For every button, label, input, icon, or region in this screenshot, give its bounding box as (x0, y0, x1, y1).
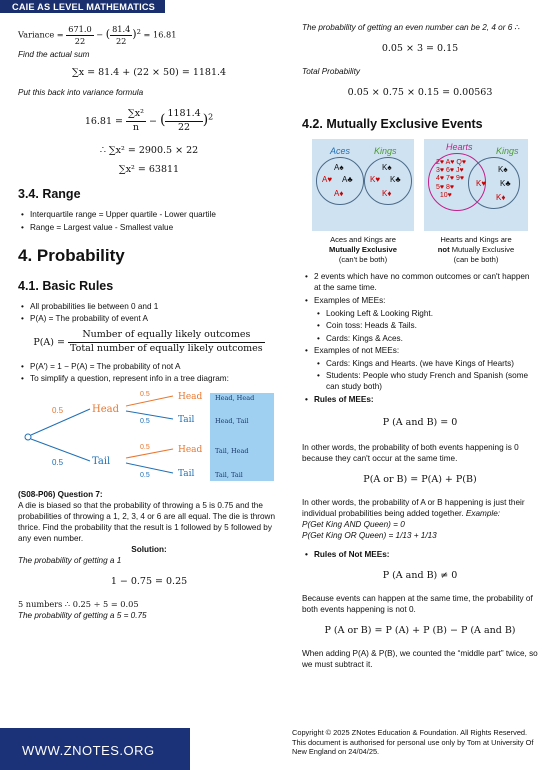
heading-mee: 4.2. Mutually Exclusive Events (302, 116, 483, 131)
prob-label: 0.5 (140, 417, 150, 425)
leaf-label: Head (178, 444, 203, 455)
outcome-box (210, 393, 274, 481)
list-item: • Rules of Not MEEs: (314, 549, 538, 560)
sum-x-eq: ∑x = 81.4 + (22 × 50) = 1181.4 (71, 67, 227, 79)
not-mee-rules (302, 549, 538, 560)
list-item: • Cards: Kings and Hearts. (we have Kings of Hearts) (326, 358, 538, 369)
card-icon: K♦ (382, 188, 392, 198)
not-a-rule: • P(A′) = 1 − P(A) = The probability of not A (30, 361, 280, 372)
heading-range: 3.4. Range (18, 187, 81, 202)
prob-label: 0.5 (140, 390, 150, 398)
prob-label: 0.5 (140, 443, 150, 451)
venn-aces-kings (312, 139, 414, 266)
eq-or-2: P (A or B) = P (A) + P (B) − P (A and B) (324, 625, 516, 637)
list-item: • P(A) = The probability of event A (30, 313, 280, 324)
question-title: (S08-P06) Question 7: (18, 489, 103, 499)
card-icon: K♣ (500, 178, 511, 188)
prob-even-text: The probability of getting an even number can be 2, 4 or 6 ∴ (302, 23, 520, 32)
list-item: • All probabilities lie between 0 and 1 (30, 301, 280, 312)
question-text: A die is biased so that the probability of throwing a 5 is 0.75 and the probabilities of throwing a 1, 2, 3, 4 or 6 are all equal. The die is thrown thrice. Find the probability that the result is 1 followed by 5 followed by any even number. (18, 500, 275, 543)
card-icon: K♠ (498, 164, 508, 174)
tree-diagram (18, 391, 280, 483)
list-item: • Rules of MEEs: (314, 394, 538, 405)
card-icon: A♦ (334, 188, 344, 198)
list-item: • Interquartile range = Upper quartile - Lower quartile (30, 209, 280, 220)
leaf-label: Tail (178, 468, 195, 479)
list-item: • Examples of not MEEs: (314, 345, 538, 356)
hearts-cards: 2♥ A♥ Q♥ 3♥ 6♥ J♥ 4♥ 7♥ 9♥ 5♥ 8♥ 10♥ (436, 158, 466, 200)
outcome-label: Tail, Tail (215, 470, 243, 479)
list-item: • Coin toss: Heads & Tails. (326, 320, 538, 331)
solution-label: Solution: (131, 544, 167, 554)
basic-rules-list (18, 301, 280, 325)
card-icon: K♦ (496, 192, 506, 202)
list-item: • Cards: Kings & Aces. (326, 333, 538, 344)
eq-even: 0.05 × 3 = 0.15 (381, 43, 459, 55)
leaf-label: Tail (178, 414, 195, 425)
card-icon: A♥ (322, 174, 333, 184)
basic-rules-list-2 (18, 361, 280, 385)
prob-1-text: The probability of getting a 1 (18, 555, 122, 565)
prob-label: 0.5 (52, 405, 64, 415)
text-1: In other words, the probability of both events happening is 0 because they can't occur at the same time. (302, 442, 519, 463)
tree-intro: • To simplify a question, represent info in a tree diagram: (30, 373, 280, 384)
text-3: Because events can happen at the same time, the probability of both events happening is not 0. (302, 593, 533, 614)
text-4: When adding P(A) & P(B), we counted the “middle part” twice, so we must subtract it. (302, 648, 538, 669)
set-label: Hearts (446, 141, 473, 152)
list-item: • Range = Largest value - Smallest value (30, 222, 280, 233)
card-icon: K♠ (382, 162, 392, 172)
prob-5-text: The probability of getting a 5 = 0.75 (18, 610, 147, 620)
venn-image (424, 139, 528, 231)
eq-and-zero: P (A and B) = 0 (382, 417, 458, 429)
tree-root (25, 434, 31, 440)
list-item: • Examples of MEEs: (314, 295, 538, 306)
venn-caption: Hearts and Kings are not Mutually Exclusive (can be both) (437, 234, 515, 265)
card-icon: K♣ (390, 174, 401, 184)
heading-probability: 4. Probability (18, 245, 125, 265)
eq-1: 1 − 0.75 = 0.25 (110, 575, 188, 587)
venn-hearts-kings (424, 139, 528, 266)
range-list (18, 209, 280, 233)
outcome-label: Head, Head (215, 393, 255, 402)
card-icon: A♠ (334, 162, 344, 172)
set-label: Kings (496, 145, 519, 156)
pa-formula: P(A) = $\frac{\text{Number of equally likely outcomes}}{\text{Total number of equally likely outcomes}}$ (33, 329, 263, 355)
list-item: • 2 events which have no common outcomes or can't happen at the same time. (314, 271, 538, 293)
heading-basic-rules: 4.1. Basic Rules (18, 278, 114, 293)
sum-x2-a: ∴ ∑x² = 2900.5 × 22 (99, 144, 199, 156)
eq-total: 0.05 × 0.75 × 0.15 = 0.00563 (347, 86, 493, 98)
example-2: P(Get King OR Queen) = 1/13 + 1/13 (302, 531, 437, 540)
total-prob-text: Total Probability (302, 66, 360, 76)
card-icon: K♥ (476, 178, 487, 188)
node-head: Head (92, 403, 120, 415)
outcome-label: Tail, Head (215, 446, 249, 455)
card-icon: K♥ (370, 174, 381, 184)
venn-image (312, 139, 414, 231)
variance-line: Variance = $\frac{671.0}{22}$ − ( $\frac{81.4}{22}$ )$^2$ = 16.81 (18, 24, 177, 47)
put-back-text: Put this back into variance formula (18, 88, 144, 97)
find-sum-text: Find the actual sum (18, 50, 90, 60)
list-item: • Looking Left & Looking Right. (326, 308, 538, 319)
five-numbers: 5 numbers ∴ 0.25 ÷ 5 = 0.05 (18, 598, 139, 609)
variance-formula: 16.81 = $\frac{\text{∑x²}}{n}$ − ( $\frac{1181.4}{22}$ )$^2$ (84, 108, 214, 133)
venn-caption: Aces and Kings are Mutually Exclusive (can't be both) (329, 234, 397, 265)
list-item: • Students: People who study French and Spanish (some can study both) (326, 370, 538, 392)
footer-site-link[interactable]: WWW.ZNOTES.ORG (22, 743, 155, 758)
example-1: P(Get King AND Queen) = 0 (302, 519, 405, 529)
prob-label: 0.5 (140, 471, 150, 479)
header-banner: CAIE AS LEVEL MATHEMATICS (0, 0, 165, 13)
leaf-label: Head (178, 391, 203, 402)
tree-diagram-svg (18, 391, 280, 483)
set-label: Kings (374, 145, 397, 156)
text-2: In other words, the probability of A or B happening is just their individual probabilities being added together. Example: (302, 497, 525, 518)
mee-list (302, 271, 538, 405)
copyright-text: Copyright © 2025 ZNotes Education & Foundation. All Rights Reserved. This document is authorised for personal use only by Tom at University Of New England on 24/04/25. (292, 728, 534, 757)
node-tail: Tail (92, 455, 111, 467)
footer-bar (0, 728, 190, 770)
set-label: Aces (330, 145, 351, 156)
outcome-label: Head, Tail (215, 416, 249, 425)
right-column (302, 18, 538, 670)
eq-and-nonzero: P (A and B) ≠ 0 (382, 570, 458, 582)
left-column (18, 18, 280, 621)
sum-x2-b: ∑x² = 63811 (118, 163, 180, 175)
prob-label: 0.5 (52, 457, 64, 467)
venn-diagrams (312, 139, 538, 266)
card-icon: A♣ (342, 174, 353, 184)
eq-or: P(A or B) = P(A) + P(B) (363, 474, 477, 485)
